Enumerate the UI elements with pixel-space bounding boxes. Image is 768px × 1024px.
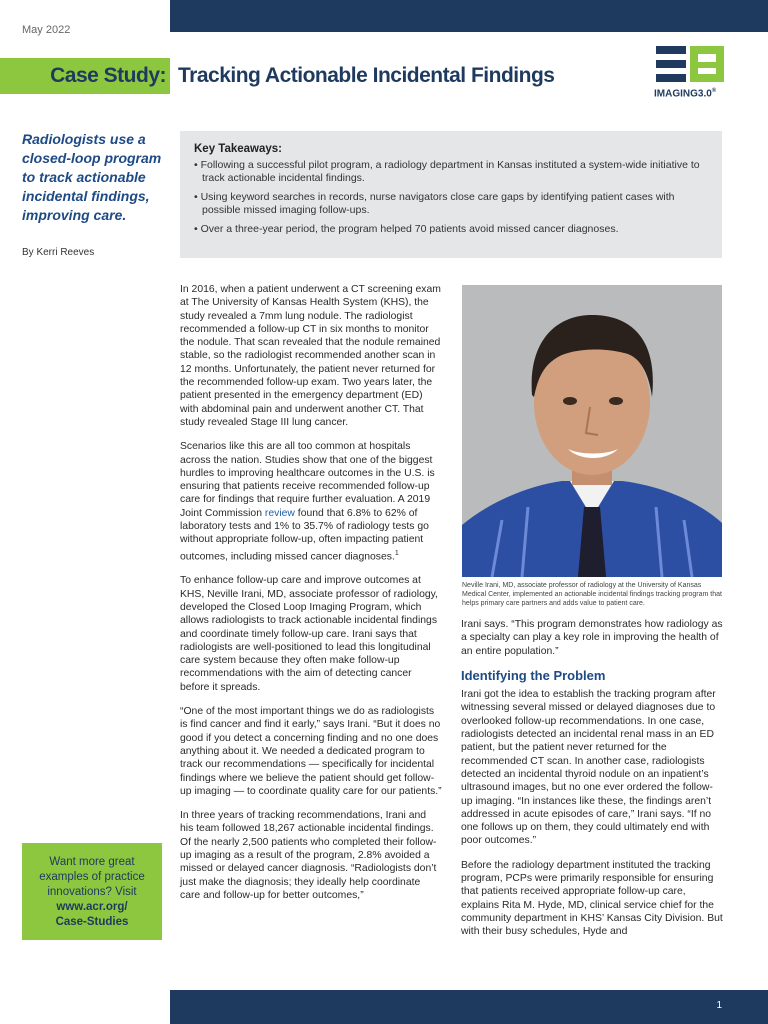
byline: By Kerri Reeves bbox=[22, 247, 95, 258]
intro-summary: Radiologists use a closed-loop program to track actionable incidental findings, improving care. bbox=[22, 131, 162, 223]
takeaway-item: • Over a three-year period, the program helped 70 patients avoid missed cancer diagnoses. bbox=[194, 223, 619, 235]
issue-date: May 2022 bbox=[22, 24, 71, 36]
takeaway-item: • Following a successful pilot program, a radiology department in Kansas instituted a system-wide initiative to track actionable incidental findings. bbox=[194, 159, 700, 184]
takeaway-item: • Using keyword searches in records, nurse navigators close care gaps by identifying patient cases with possible missed imaging follow-ups. bbox=[194, 191, 675, 216]
section-heading: Identifying the Problem bbox=[461, 667, 606, 683]
footnote-marker: 1 bbox=[394, 549, 399, 557]
paragraph-text: Scenarios like this are all too common at hospitals across the nation. Studies show that one of the biggest hurdles to improving healthcare outcomes in the U.S. is ensuring that patients receive recommended follow-up care for findings that require further evaluation. A 2019 Joint Commission bbox=[180, 441, 435, 519]
body-column-left bbox=[180, 283, 442, 913]
body-paragraph: Irani got the idea to establish the tracking program after witnessing several missed or delayed diagnoses due to overlooked follow-up recommendations. In one case, radiologists detected an incidental renal mass in an ED patient, but the patient never returned for the recommended CT scan. In another case, radiologists detected an incidental thyroid nodule on an inpatient’s ultrasound images, but no one ever ordered the follow-up imaging. “In instances like these, the findings aren’t addressed in acute episodes of care,” Irani says. “If no one follows up on them, they could ultimately end with poor outcomes.” bbox=[461, 689, 716, 847]
body-paragraph: In 2016, when a patient underwent a CT screening exam at The University of Kansas Health System (KHS), the study revealed a 7mm lung nodule. The radiologist recommended a follow-up CT in six months to monitor the nodule. That scan revealed that the nodule remained stable, so the radiologist recommended another scan in 12 months. Unfortunately, the patient never returned for the recommended follow-up exam. Two years later, the patient presented in the emergency department (ED) with abdominal pain and underwent another CT. That study revealed Stage III lung cancer. bbox=[180, 284, 441, 428]
page-number: 1 bbox=[716, 1000, 722, 1011]
case-studies-link-path[interactable]: Case-Studies bbox=[55, 916, 129, 928]
photo-caption: Neville Irani, MD, associate professor of radiology at the University of Kansas Medical Center, implemented an actionable incidental findings tracking program that helps primary care partners and adds value to patient care. bbox=[462, 582, 722, 607]
body-paragraph: In three years of tracking recommendations, Irani and his team followed 18,267 actionable incidental findings. Of the nearly 2,500 patients who completed their follow-up imaging as a result of the program, 2.8% avoided a missed or delayed cancer diagnosis. “Radiologists don’t just make the diagnosis; they ideally help coordinate care and follow-up for better outcomes,” bbox=[180, 810, 437, 901]
review-link[interactable]: review bbox=[264, 507, 295, 519]
logo-wordmark: IMAGING3.0 bbox=[654, 88, 712, 100]
key-takeaways-title: Key Takeaways: bbox=[194, 143, 283, 155]
footer-banner bbox=[170, 990, 768, 1024]
portrait-photo bbox=[462, 285, 722, 577]
callout-text: Want more great examples of practice innovations? Visit bbox=[39, 856, 145, 898]
paragraph-text: found that 6.8% to 62% of laboratory tests and 1% to 35.7% of radiology tests go without appropriate follow-up, often impacting patient outcomes, including missed cancer diagnoses. bbox=[180, 507, 429, 563]
practice-innovations-callout bbox=[22, 843, 162, 940]
body-paragraph: Before the radiology department instituted the tracking program, PCPs were primarily responsible for ensuring that patients received appropriate follow-up care, explains Rita M. Hyde, MD, clinical service chief for the community department in KHS’ Kansas City Division. But with their busy schedules, Hyde and bbox=[461, 859, 723, 938]
page-title: Tracking Actionable Incidental Findings bbox=[178, 64, 555, 87]
case-study-label: Case Study: bbox=[50, 64, 166, 87]
case-studies-link[interactable]: www.acr.org/ bbox=[56, 901, 128, 913]
key-takeaways-box bbox=[180, 131, 722, 258]
top-banner bbox=[170, 0, 768, 32]
body-column-right bbox=[461, 618, 723, 950]
body-paragraph: “One of the most important things we do as radiologists is find cancer and find it early,” says Irani. “But it does no good if you detect a concerning finding and no one does anything about it. We needed a dedicated program to track our recommendations — specifically for incidental findings where we believe the patient should get follow-up imaging — to coordinate quality care for our patients.” bbox=[180, 706, 442, 797]
body-paragraph: Irani says. “This program demonstrates how radiology as a specialty can play a key role in improving the health of an entire population.” bbox=[461, 619, 723, 657]
registered-mark: ® bbox=[711, 88, 717, 94]
body-paragraph: To enhance follow-up care and improve outcomes at KHS, Neville Irani, MD, associate professor of radiology, developed the Closed Loop Imaging Program, which allows radiologists to track actionable incidental findings and coordinate timely follow-up care. Irani says that radiologists are well-positioned to lead this longitudinal care system because they often make follow-up recommendations with the aim of detecting cancer before it spreads. bbox=[180, 575, 438, 693]
body-paragraph bbox=[180, 440, 442, 563]
portrait-illustration bbox=[462, 285, 722, 577]
imaging3-logo-text bbox=[654, 88, 716, 99]
